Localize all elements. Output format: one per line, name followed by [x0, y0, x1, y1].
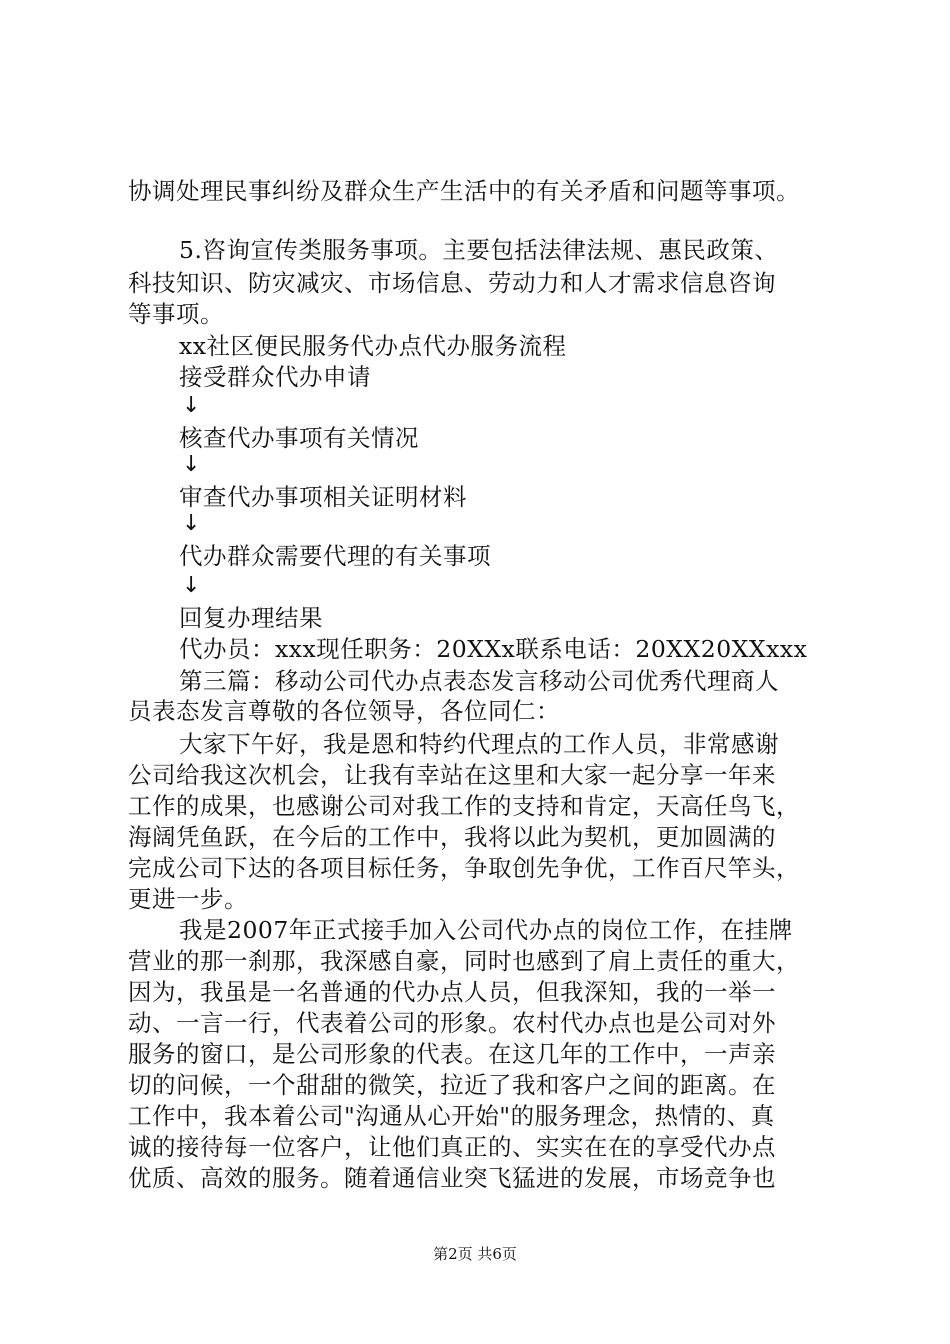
- flow-step: 审查代办事项相关证明材料: [179, 483, 467, 511]
- down-arrow-icon: ↓: [182, 511, 201, 536]
- down-arrow-icon: ↓: [182, 452, 201, 477]
- flow-step: 核查代办事项有关情况: [179, 424, 419, 452]
- paragraph-line: 等事项。: [128, 300, 224, 328]
- paragraph-line: 诚的接待每一位客户，让他们真正的、实实在在的享受代办点: [128, 1133, 776, 1161]
- paragraph-line: 完成公司下达的各项目标任务，争取创先争优，工作百尺竿头，: [128, 854, 800, 882]
- down-arrow-icon: ↓: [182, 573, 201, 598]
- flow-title: xx社区便民服务代办点代办服务流程: [179, 332, 567, 360]
- paragraph-line: 我是2007年正式接手加入公司代办点的岗位工作，在挂牌: [179, 916, 793, 944]
- page-number-footer: 第2页 共6页: [433, 1245, 517, 1263]
- paragraph-line: 营业的那一刹那，我深感自豪，同时也感到了肩上责任的重大，: [128, 947, 800, 975]
- flow-step: 回复办理结果: [179, 604, 323, 632]
- paragraph-line: 工作中，我本着公司"沟通从心开始"的服务理念，热情的、真: [128, 1102, 775, 1130]
- paragraph-line: 工作的成果，也感谢公司对我工作的支持和肯定，天高任鸟飞，: [128, 792, 800, 820]
- section-heading: 员表态发言尊敬的各位领导，各位同仁：: [128, 697, 560, 725]
- down-arrow-icon: ↓: [182, 393, 201, 418]
- paragraph-line: 更进一步。: [128, 885, 248, 913]
- paragraph-line: 大家下午好，我是恩和特约代理点的工作人员，非常感谢: [179, 730, 779, 758]
- paragraph-line: 海阔凭鱼跃，在今后的工作中，我将以此为契机，更加圆满的: [128, 823, 776, 851]
- paragraph-line: 切的问候，一个甜甜的微笑，拉近了我和客户之间的距离。在: [128, 1071, 776, 1099]
- paragraph-line: 公司给我这次机会，让我有幸站在这里和大家一起分享一年来: [128, 761, 776, 789]
- paragraph-line: 优质、高效的服务。随着通信业突飞猛进的发展，市场竞争也: [128, 1164, 776, 1192]
- section-heading: 第三篇：移动公司代办点表态发言移动公司优秀代理商人: [179, 667, 779, 695]
- contact-line: 代办员：xxx现任职务：20XXx联系电话：20XX20XXxxx: [179, 635, 808, 663]
- paragraph-line: 科技知识、防灾减灾、市场信息、劳动力和人才需求信息咨询: [128, 269, 776, 297]
- paragraph-line: 协调处理民事纠纷及群众生产生活中的有关矛盾和问题等事项。: [128, 177, 800, 205]
- paragraph-line: 服务的窗口，是公司形象的代表。在这几年的工作中，一声亲: [128, 1040, 776, 1068]
- flow-step: 代办群众需要代理的有关事项: [179, 542, 491, 570]
- paragraph-line: 动、一言一行，代表着公司的形象。农村代办点也是公司对外: [128, 1009, 776, 1037]
- paragraph-line: 5.咨询宣传类服务事项。主要包括法律法规、惠民政策、: [179, 236, 779, 264]
- flow-step: 接受群众代办申请: [179, 363, 371, 391]
- paragraph-line: 因为，我虽是一名普通的代办点人员，但我深知，我的一举一: [128, 978, 776, 1006]
